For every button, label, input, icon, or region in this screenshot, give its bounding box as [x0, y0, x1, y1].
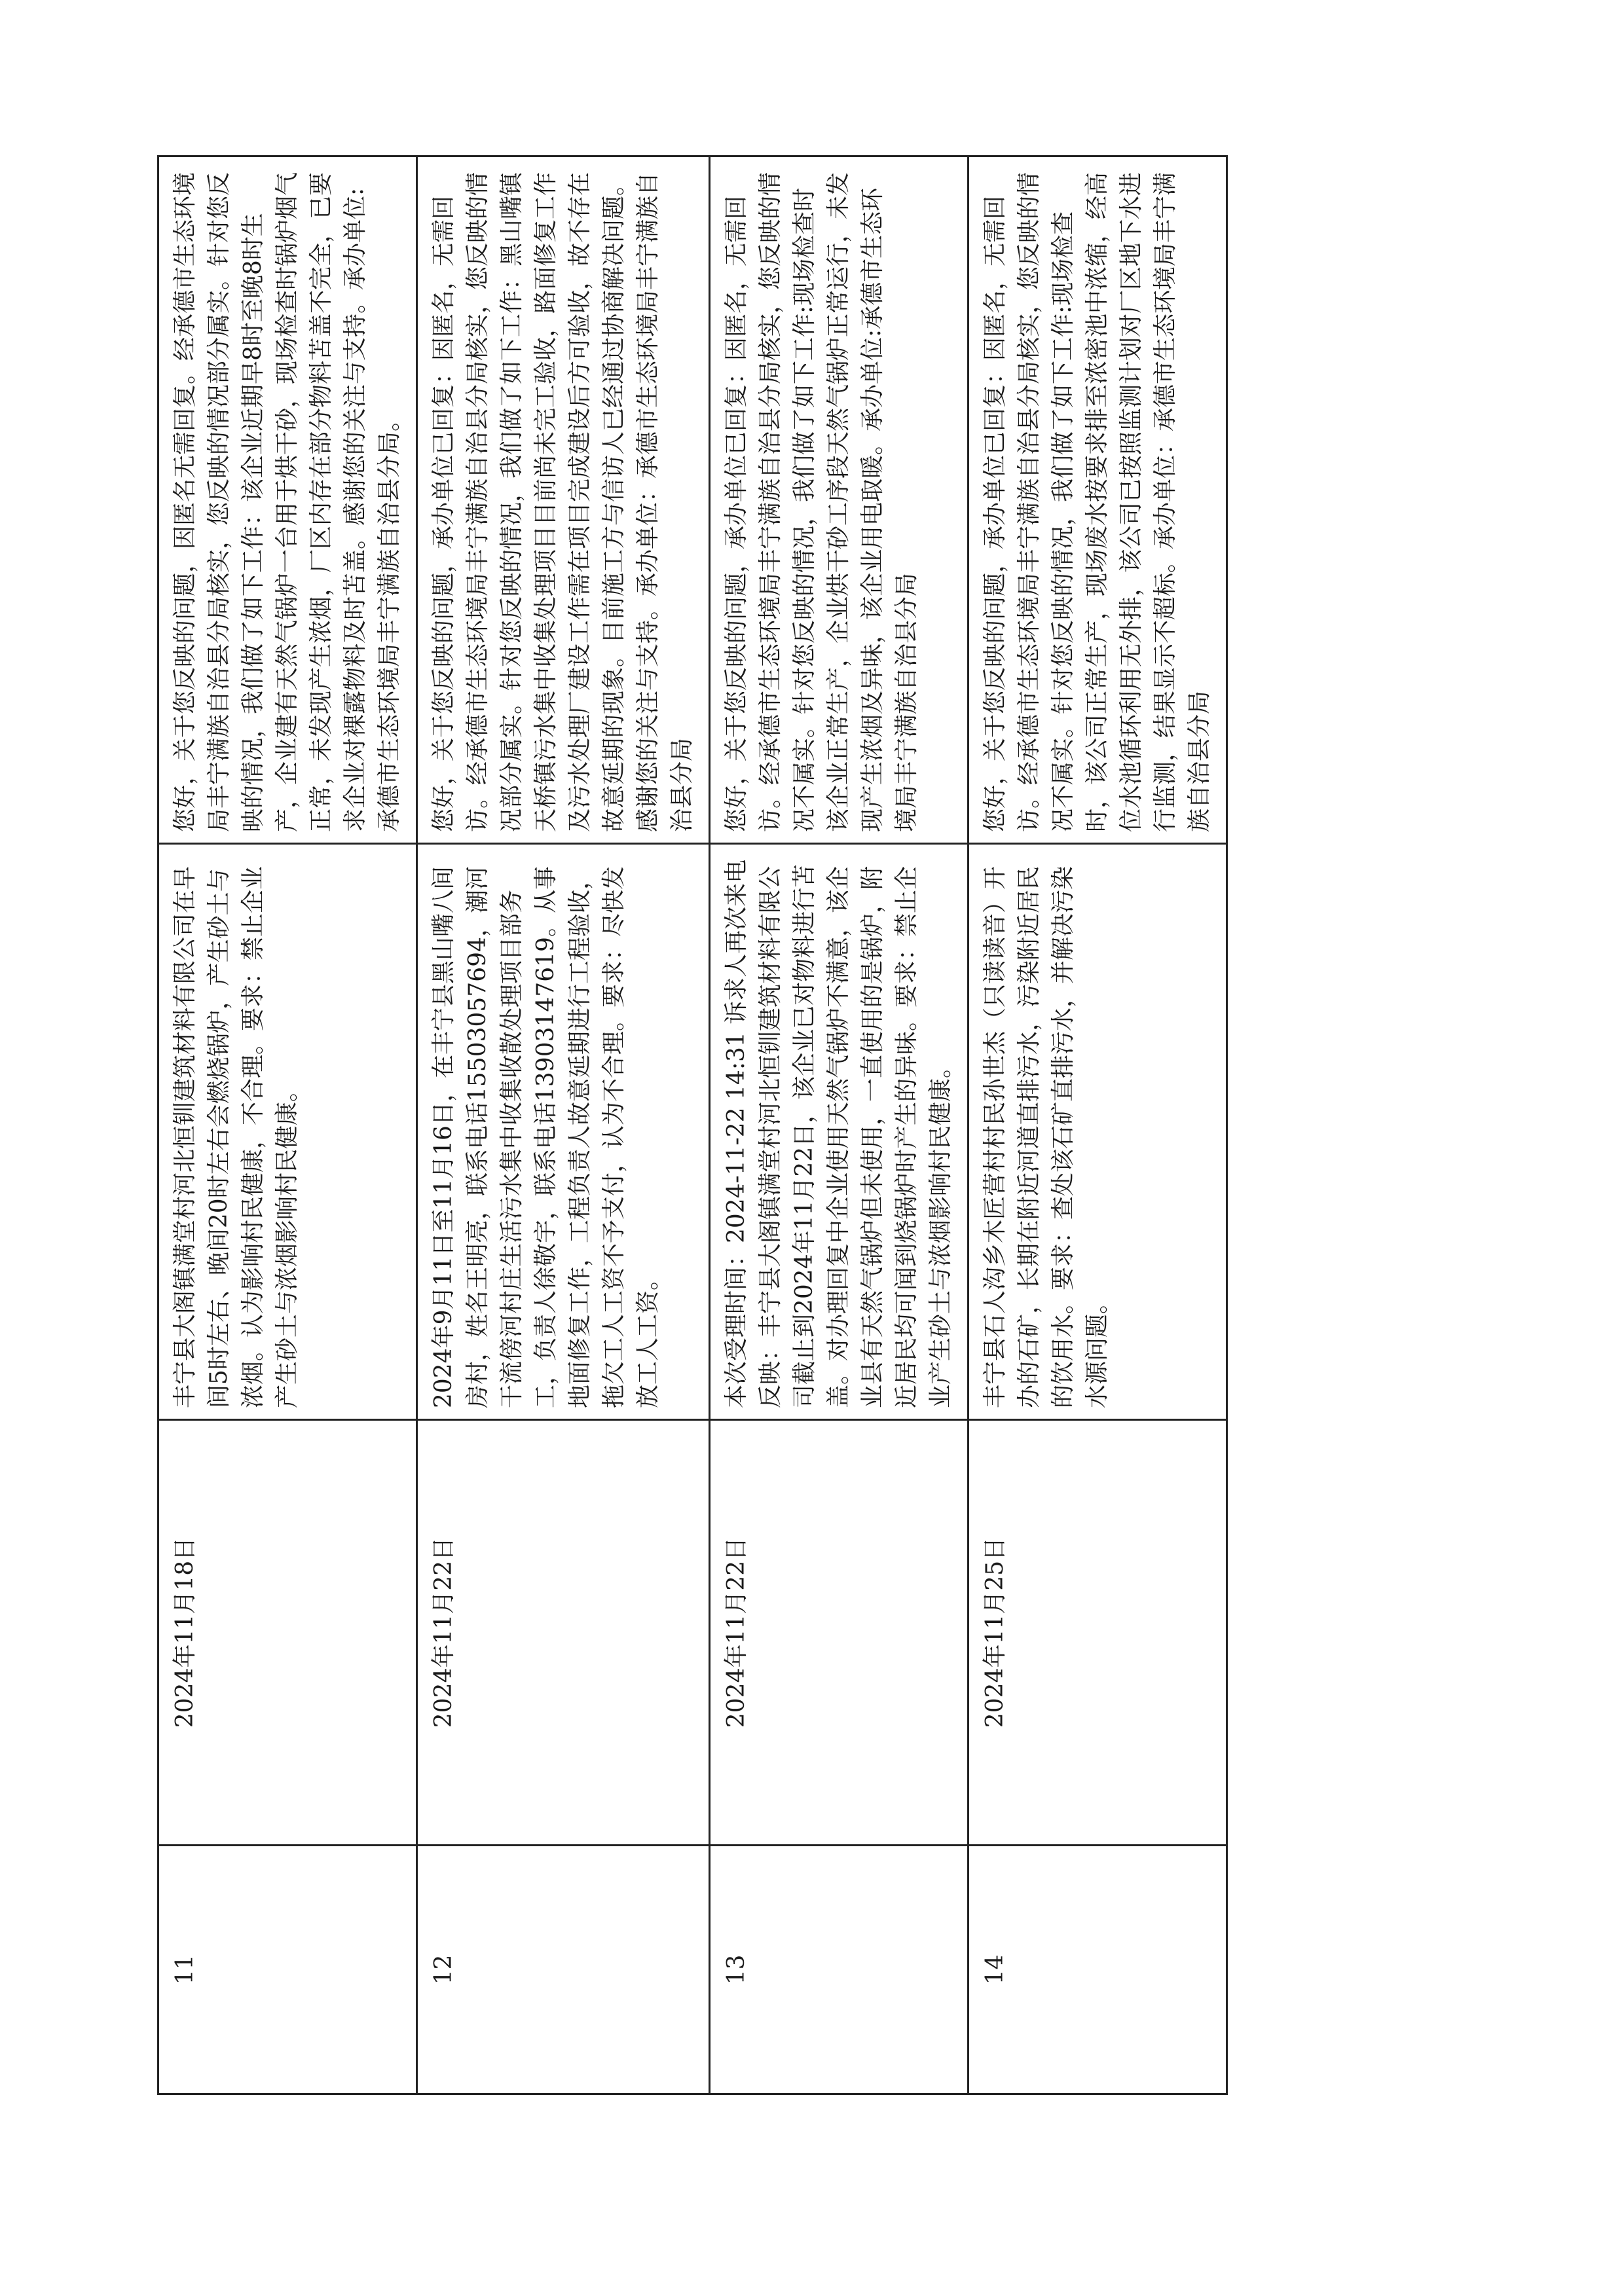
- row-date: 2024年11月22日: [710, 1420, 969, 1846]
- complaint-text-content: 2024年9月11日至11月16日，在丰宁县黑山嘴八间房村，姓名王明亮，联系电话15503057694，潮河干流傍河村庄生活污水集中收集收散处理项目部务工，负责人徐敬宇，联系电话13903147619。从事地面修复工作，工程负责人故意延期进行工程验收，拖欠工人工资不予支付，认为不合理。要求：尽快发放工人工资。: [430, 866, 661, 1408]
- row-date: 2024年11月22日: [417, 1420, 710, 1846]
- row-date: 2024年11月18日: [158, 1420, 417, 1846]
- complaint-text: [710, 844, 969, 1420]
- document-page: [157, 157, 1213, 2095]
- complaint-table: [157, 155, 1228, 2095]
- row-number: 14: [969, 1846, 1227, 2094]
- reply-text-content: 您好，关于您反映的问题，因匿名无需回复。经承德市生态环境局丰宁满族自治县分局核实，您反映的情况部分属实。针对您反映的情况，我们做了如下工作：该企业近期早8时至晚8时生产，企业建有天然气锅炉一台用于烘干砂，现场检查时锅炉烟气正常，未发现产生浓烟，厂区内存在部分物料苫盖不完全，已要求企业对裸露物料及时苫盖。感谢您的关注与支持。承办单位:承德市生态环境局丰宁满族自治县分局。: [172, 172, 403, 832]
- complaint-text: [969, 844, 1227, 1420]
- complaint-text: [417, 844, 710, 1420]
- row-number: 12: [417, 1846, 710, 2094]
- row-date: 2024年11月25日: [969, 1420, 1227, 1846]
- rotated-table-wrapper: [157, 157, 1213, 2095]
- reply-text-content: 您好，关于您反映的问题，承办单位已回复：因匿名，无需回访。经承德市生态环境局丰宁满族自治县分局核实，您反映的情况不属实。针对您反映的情况，我们做了如下工作:现场检查时该企业正常生产，企业烘干砂工序段天然气锅炉正常运行，未发现产生浓烟及异味，该企业用电取暖。承办单位:承德市生态环境局丰宁满族自治县分局: [723, 172, 920, 832]
- complaint-text: [158, 844, 417, 1420]
- table-row: [417, 156, 710, 2094]
- complaint-text-content: 本次受理时间：2024-11-22 14:31 诉求人再次来电反映：丰宁县大阁镇满堂村河北恒钏建筑材料有限公司截止到2024年11月22日，该企业已对物料进行苫盖。对办理回复中企业使用天然气锅炉不满意，该企业县有天然气锅炉但未使用，一直使用的是锅炉，附近居民均可闻到烧锅炉时产生的异味。要求：禁止企业产生砂土与浓烟影响村民健康。: [723, 859, 954, 1408]
- table-row: [158, 156, 417, 2094]
- row-number: 13: [710, 1846, 969, 2094]
- table-row: [710, 156, 969, 2094]
- reply-text: [158, 156, 417, 844]
- reply-text: [710, 156, 969, 844]
- row-number: 11: [158, 1846, 417, 2094]
- reply-text-content: 您好，关于您反映的问题，承办单位已回复：因匿名，无需回访。经承德市生态环境局丰宁满族自治县分局核实，您反映的情况部分属实。针对您反映的情况，我们做了如下工作：黑山嘴镇天桥镇污水集中收集处理项目目前尚未完工验收，路面修复工作及污水处理厂建设工作需在项目完成建设后方可验收，故不存在故意延期的现象。目前施工方与信访人已经通过协商解决问题。感谢您的关注与支持。承办单位：承德市生态环境局丰宁满族自治县分局: [430, 172, 695, 832]
- complaint-text-content: 丰宁县大阁镇满堂村河北恒钏建筑材料有限公司在早间5时左右、晚间20时左右会燃烧锅炉，产生砂土与浓烟。认为影响村民健康，不合理。要求：禁止企业产生砂土与浓烟影响村民健康。: [172, 866, 301, 1408]
- reply-text: [969, 156, 1227, 844]
- reply-text: [417, 156, 710, 844]
- reply-text-content: 您好，关于您反映的问题，承办单位已回复：因匿名，无需回访。经承德市生态环境局丰宁满族自治县分局核实，您反映的情况不属实。针对您反映的情况，我们做了如下工作:现场检查时，该公司正常生产，现场废水按要求排至浓密池中浓缩，经高位水池循环利用无外排，该公司已按照监测计划对厂区地下水进行监测，结果显示不超标。承办单位：承德市生态环境局丰宁满族自治县分局: [982, 172, 1213, 832]
- table-row: [969, 156, 1227, 2094]
- complaint-text-content: 丰宁县石人沟乡木匠营村村民孙世杰（只读读音）开办的石矿，长期在附近河道直排污水，污染附近居民的饮用水。要求：查处该石矿直排污水，并解决污染水源问题。: [982, 866, 1111, 1408]
